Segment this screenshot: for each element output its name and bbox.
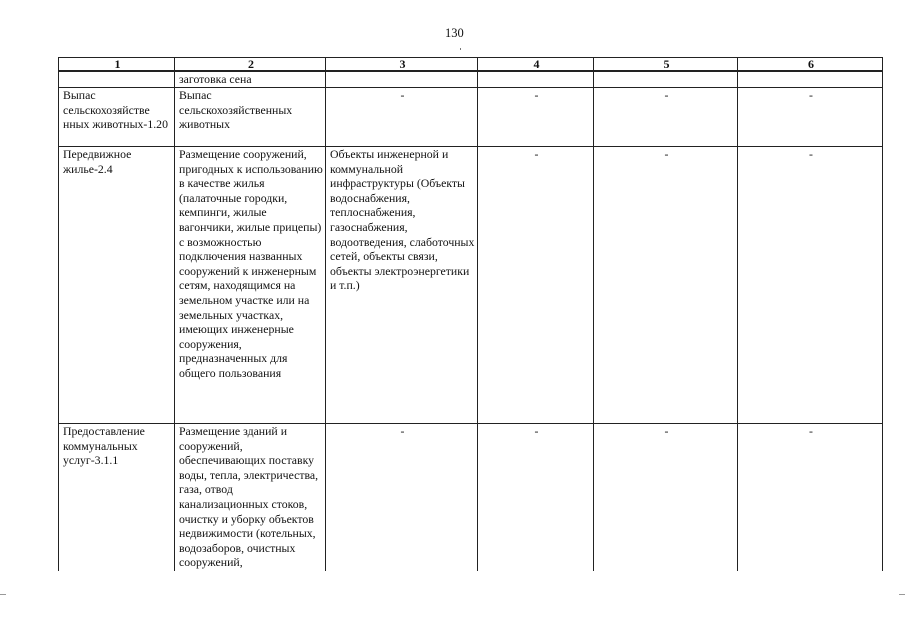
table-row [59,71,883,88]
table-row [59,147,883,424]
table-cell: Выпас сельскохозяйстве нных животных-1.20 [59,88,175,147]
table-header-row [59,58,883,72]
column-header: 2 [175,58,326,72]
table-cell [594,71,738,88]
table-cell: - [594,88,738,147]
table-cell: заготовка сена [175,71,326,88]
table-cell [738,71,883,88]
table-cell: - [738,424,883,572]
table-cell: - [594,424,738,572]
scan-mark [460,48,461,50]
table-cell: - [326,88,478,147]
table-row [59,88,883,147]
table-cell: - [738,147,883,424]
table-cell: Размещение зданий и сооружений, обеспечивающих поставку воды, тепла, электричества, газа, отвод канализационных стоков, очистку и уборку объектов недвижимости (котельных, водозаборов, очистных сооружений, [175,424,326,572]
table-cell [478,71,594,88]
table-cell: Размещение сооружений, пригодных к использованию в качестве жилья (палаточные городки, кемпинги, жилые вагончики, жилые прицепы) с возможностью подключения названных сооружений к инженерным сетям, находящимся на земельном участке или на земельных участках, имеющих инженерные сооружения, предназначенных для общего пользования [175,147,326,424]
column-header: 4 [478,58,594,72]
table-cell: - [738,88,883,147]
column-header: 1 [59,58,175,72]
table-cell: Объекты инженерной и коммунальной инфраструктуры (Объекты водоснабжения, теплоснабжения, газоснабжения, водоотведения, слаботочных сетей, объекты связи, объекты электроэнергетики и т.п.) [326,147,478,424]
table-cell: Предоставление коммунальных услуг-3.1.1 [59,424,175,572]
table-row [59,424,883,572]
table-cell: - [478,147,594,424]
page-number: 130 [445,26,464,40]
scan-edge-mark-left [0,594,6,595]
column-header: 6 [738,58,883,72]
table-cell [326,71,478,88]
column-header: 3 [326,58,478,72]
table-cell: - [478,88,594,147]
scan-edge-mark-right [899,594,905,595]
table-cell: Выпас сельскохозяйственных животных [175,88,326,147]
document-table [58,57,883,571]
table-cell: - [594,147,738,424]
table-cell: - [478,424,594,572]
table-cell: Передвижное жилье-2.4 [59,147,175,424]
table-cell [59,71,175,88]
table-cell: - [326,424,478,572]
column-header: 5 [594,58,738,72]
